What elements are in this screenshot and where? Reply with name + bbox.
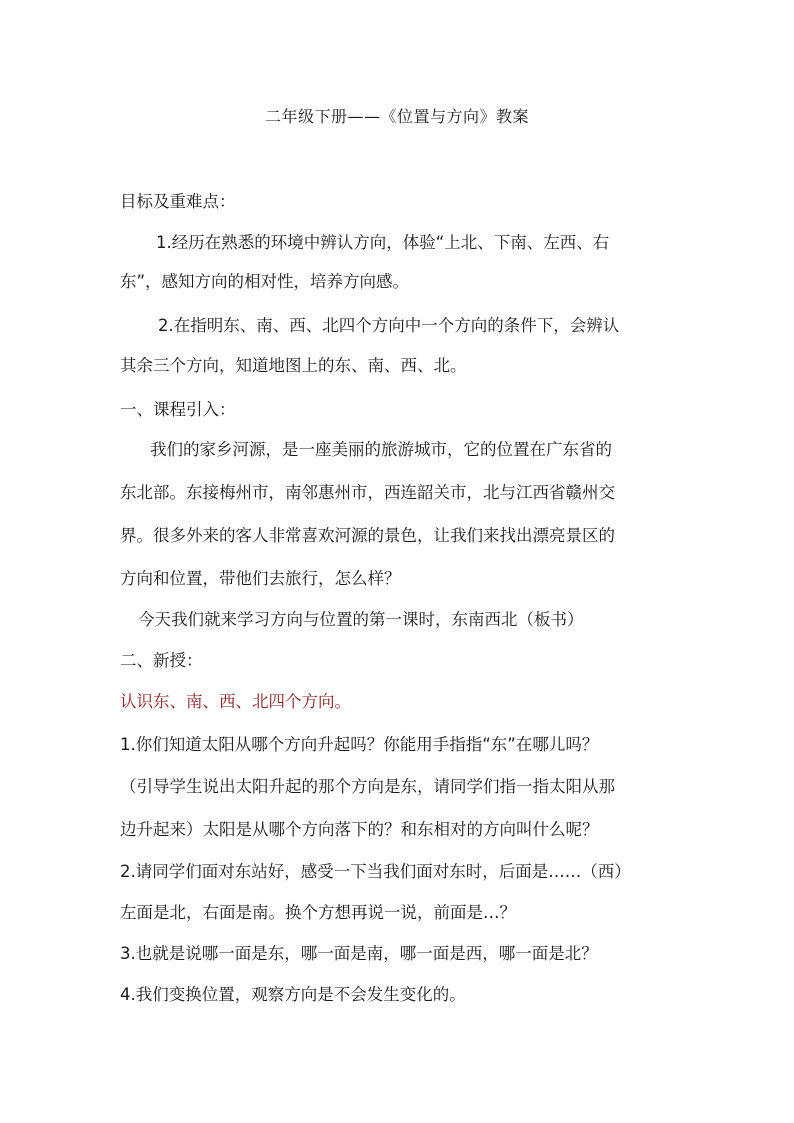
subheading-four-directions: 认识东、南、西、北四个方向。 (120, 692, 351, 711)
item-2-line-2: 左面是北，右面是南。换个方想再说一说，前面是…？ (120, 903, 516, 922)
intro-line-2: 东北部。东接梅州市，南邻惠州市，西连韶关市，北与江西省赣州交 (120, 483, 615, 502)
intro-line-5: 今天我们就来学习方向与位置的第一课时，东南西北（板书） (138, 610, 584, 629)
goal-1-line-1: 1.经历在熟悉的环境中辨认方向，体验“上北、下南、左西、右 (156, 233, 610, 252)
document-title: 二年级下册——《位置与方向》教案 (264, 107, 529, 126)
section-1-heading: 一、课程引入： (120, 400, 236, 419)
item-3-line-1: 3.也就是说哪一面是东，哪一面是南，哪一面是西，哪一面是北？ (120, 944, 598, 963)
intro-line-3: 界。很多外来的客人非常喜欢河源的景色，让我们来找出漂亮景区的 (120, 526, 615, 545)
intro-line-1: 我们的家乡河源，是一座美丽的旅游城市，它的位置在广东省的 (150, 440, 612, 459)
item-1-line-1: 1.你们知道太阳从哪个方向升起吗？你能用手指指“东”在哪儿吗？ (120, 735, 599, 754)
item-4-line-1: 4.我们变换位置，观察方向是不会发生变化的。 (120, 985, 466, 1004)
goal-1-line-2: 东”，感知方向的相对性，培养方向感。 (120, 272, 410, 291)
item-2-line-1: 2.请同学们面对东站好，感受一下当我们面对东时，后面是……（西） (120, 862, 631, 881)
item-1-line-2: （引导学生说出太阳升起的那个方向是东，请同学们指一指太阳从那 (120, 777, 615, 796)
goal-2-line-1: 2.在指明东、南、西、北四个方向中一个方向的条件下，会辨认 (158, 316, 620, 335)
item-1-line-3: 边升起来）太阳是从哪个方向落下的？和东相对的方向叫什么呢？ (120, 820, 599, 839)
goal-2-line-2: 其余三个方向，知道地图上的东、南、西、北。 (120, 356, 467, 375)
intro-line-4: 方向和位置，带他们去旅行，怎么样？ (120, 569, 401, 588)
section-2-heading: 二、新授： (120, 651, 203, 670)
goals-heading: 目标及重难点： (120, 192, 236, 211)
